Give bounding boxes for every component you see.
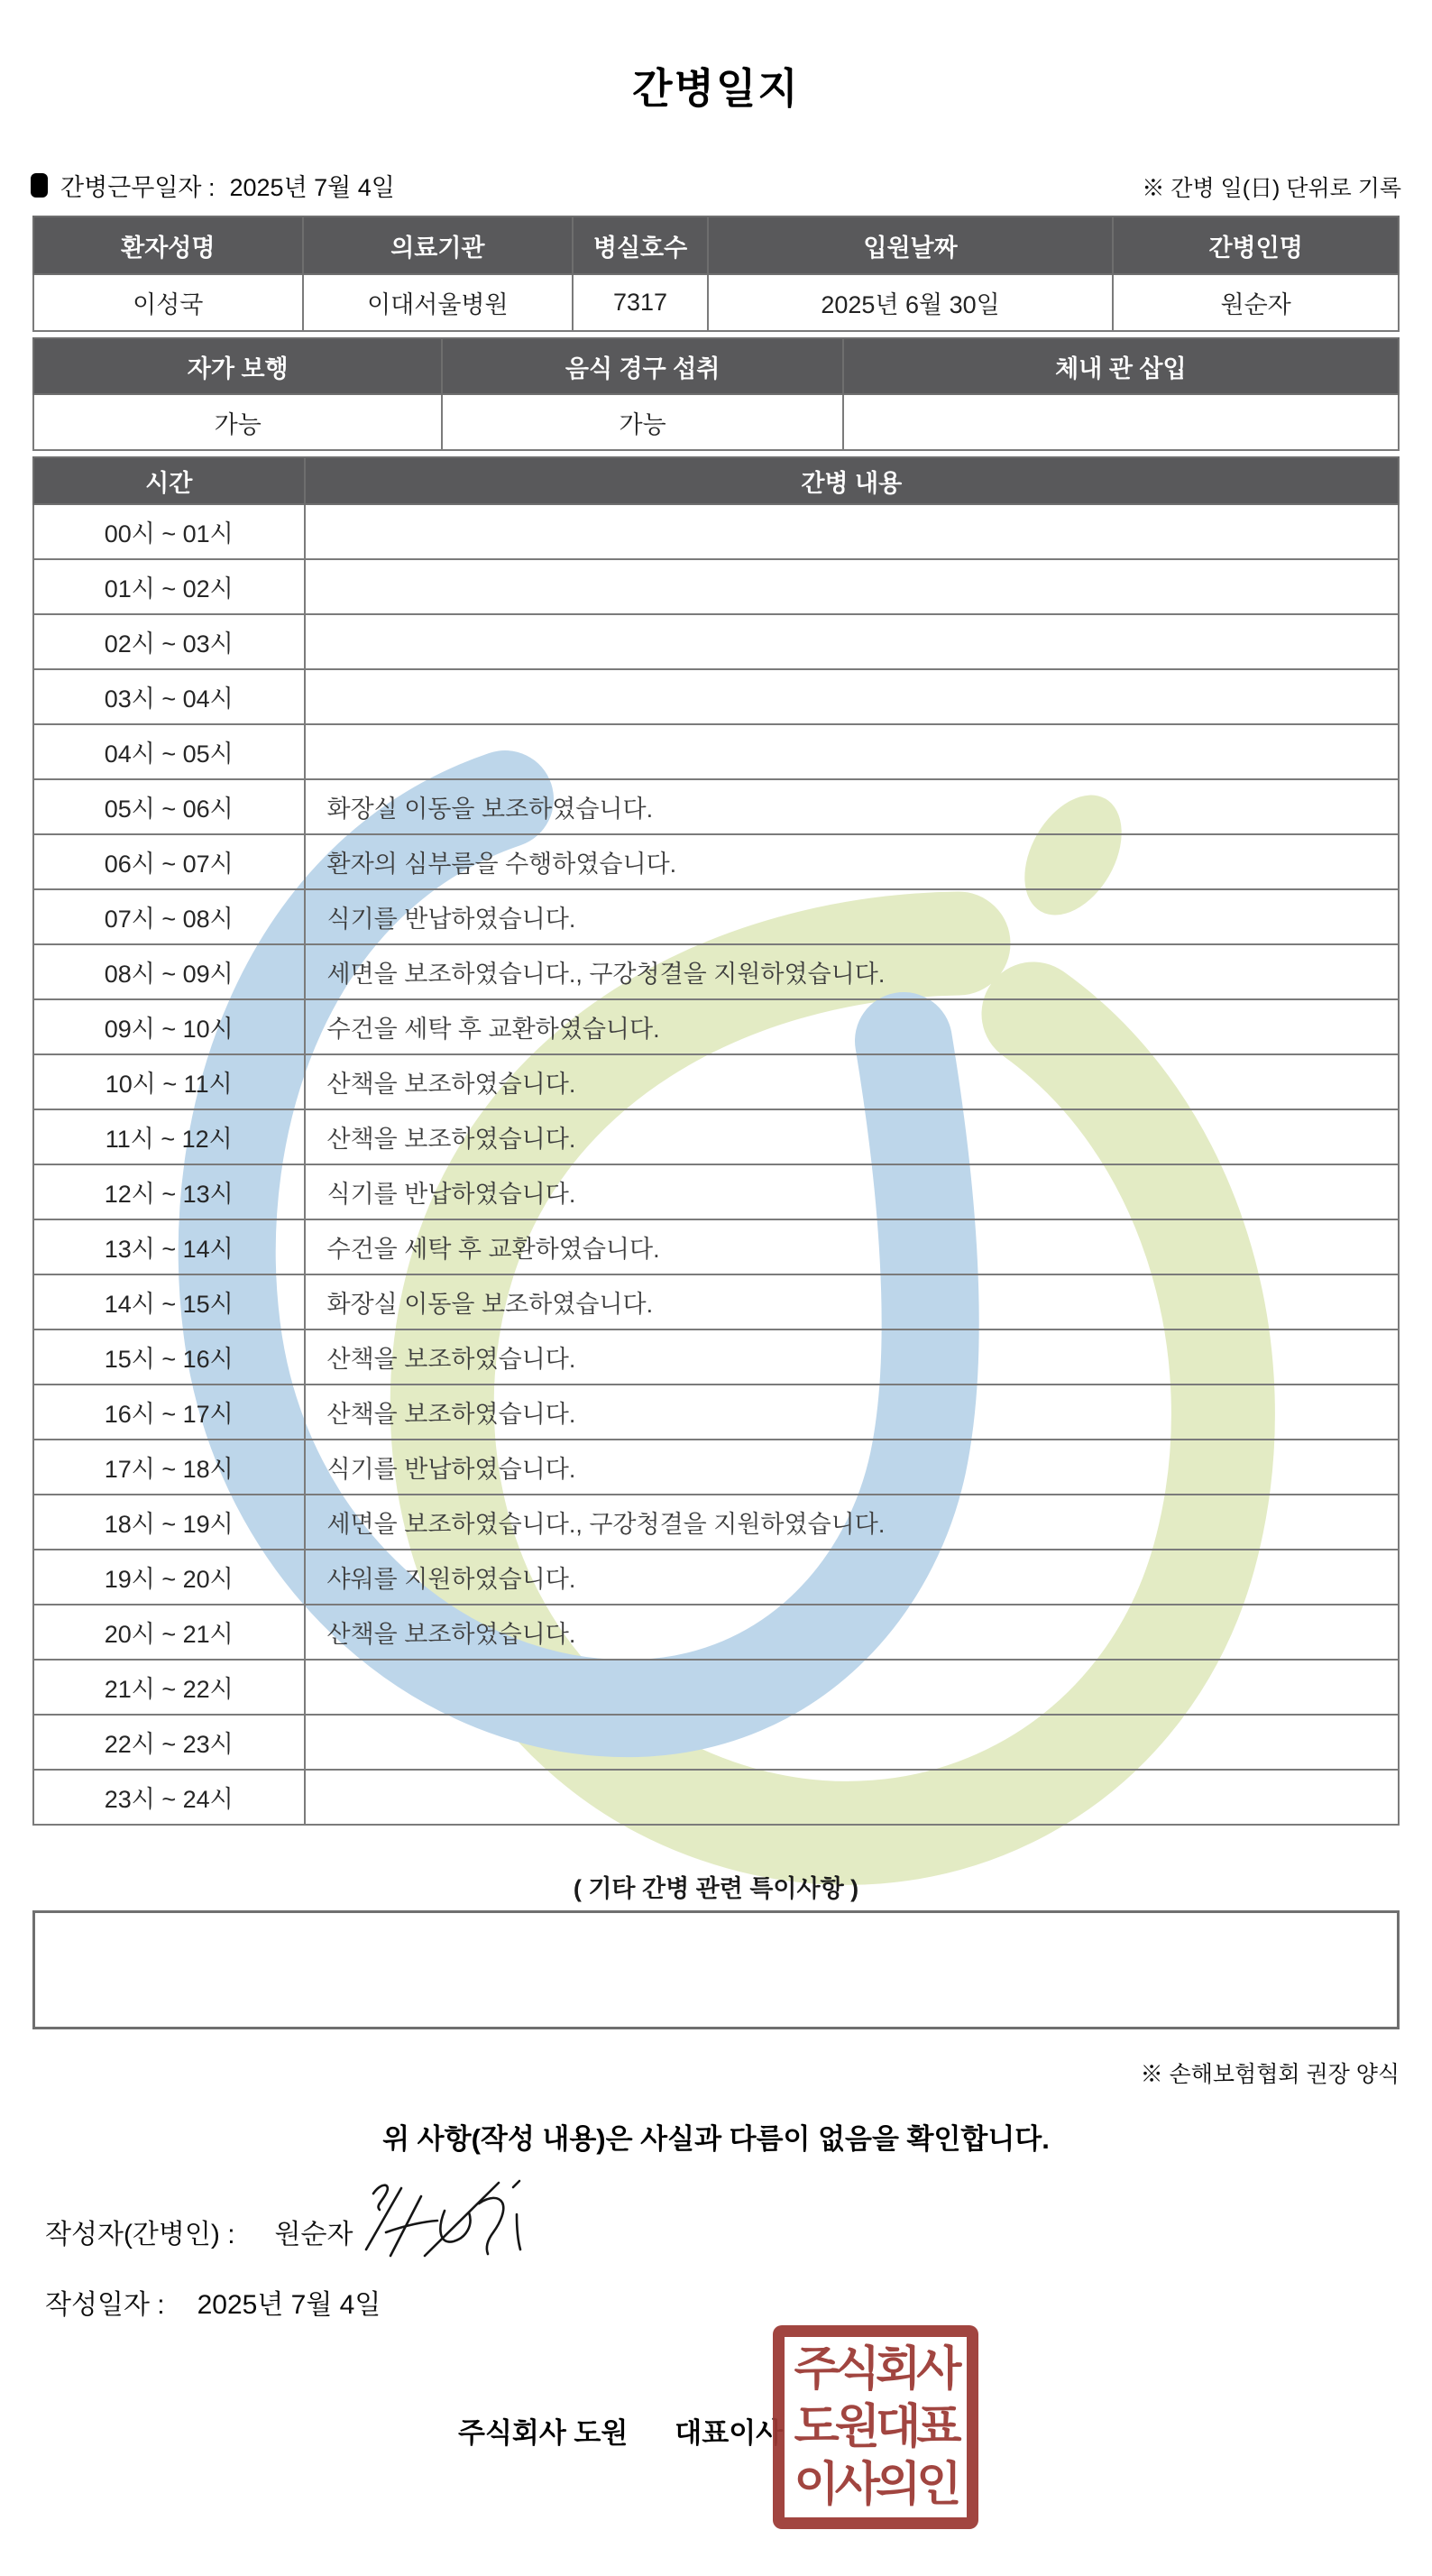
patient-info-header-row bbox=[33, 216, 1399, 274]
log-content-cell: 산책을 보조하였습니다. bbox=[305, 1329, 1399, 1385]
meta-row bbox=[31, 168, 1401, 203]
bullet-square-icon bbox=[31, 173, 48, 198]
log-table-row bbox=[33, 1219, 1399, 1274]
value-medical-institution: 이대서울병원 bbox=[303, 274, 574, 331]
log-time-cell: 15시 ~ 16시 bbox=[33, 1329, 305, 1385]
patient-info-table bbox=[32, 216, 1400, 332]
log-table-row bbox=[33, 1660, 1399, 1715]
log-table-row bbox=[33, 999, 1399, 1054]
value-internal-tube bbox=[843, 394, 1399, 450]
header-room-number: 병실호수 bbox=[573, 216, 708, 274]
log-table-row bbox=[33, 1109, 1399, 1164]
log-time-cell: 07시 ~ 08시 bbox=[33, 889, 305, 944]
log-time-cell: 03시 ~ 04시 bbox=[33, 669, 305, 724]
log-time-cell: 16시 ~ 17시 bbox=[33, 1385, 305, 1440]
log-table-row bbox=[33, 1329, 1399, 1385]
hourly-care-log-table bbox=[32, 456, 1400, 1826]
log-content-cell: 산책을 보조하였습니다. bbox=[305, 1605, 1399, 1660]
caregiver-signature bbox=[353, 2172, 538, 2269]
header-oral-intake: 음식 경구 섭취 bbox=[442, 338, 842, 394]
header-time: 시간 bbox=[33, 457, 305, 504]
write-date-line bbox=[45, 2282, 381, 2322]
log-time-cell: 02시 ~ 03시 bbox=[33, 614, 305, 669]
log-time-cell: 04시 ~ 05시 bbox=[33, 724, 305, 779]
log-time-cell: 06시 ~ 07시 bbox=[33, 834, 305, 889]
log-content-cell: 산책을 보조하였습니다. bbox=[305, 1054, 1399, 1109]
log-content-cell: 화장실 이동을 보조하였습니다. bbox=[305, 779, 1399, 834]
log-table-row bbox=[33, 1770, 1399, 1825]
log-table-row bbox=[33, 1550, 1399, 1605]
log-content-cell bbox=[305, 1715, 1399, 1770]
log-content-cell bbox=[305, 724, 1399, 779]
company-line bbox=[458, 2410, 783, 2451]
status-header-row bbox=[33, 338, 1399, 394]
header-internal-tube: 체내 관 삽입 bbox=[843, 338, 1399, 394]
log-time-cell: 01시 ~ 02시 bbox=[33, 559, 305, 614]
log-time-cell: 21시 ~ 22시 bbox=[33, 1660, 305, 1715]
log-time-cell: 19시 ~ 20시 bbox=[33, 1550, 305, 1605]
form-standard-note: ※ 손해보험협회 권장 양식 bbox=[1140, 2062, 1400, 2087]
header-caregiver-name: 간병인명 bbox=[1113, 216, 1399, 274]
log-table-row bbox=[33, 1385, 1399, 1440]
work-date-line bbox=[31, 168, 395, 203]
log-table-row bbox=[33, 559, 1399, 614]
log-table-row bbox=[33, 889, 1399, 944]
patient-status-table bbox=[32, 337, 1400, 451]
special-notes-title: ( 기타 간병 관련 특이사항 ) bbox=[573, 1875, 859, 1902]
log-content-cell bbox=[305, 614, 1399, 669]
log-header-row bbox=[33, 457, 1399, 504]
log-table-row bbox=[33, 614, 1399, 669]
work-date-value: 2025년 7월 4일 bbox=[229, 174, 395, 201]
log-content-cell bbox=[305, 669, 1399, 724]
log-content-cell: 샤워를 지원하였습니다. bbox=[305, 1550, 1399, 1605]
log-content-cell: 세면을 보조하였습니다., 구강청결을 지원하였습니다. bbox=[305, 944, 1399, 999]
log-content-cell bbox=[305, 504, 1399, 559]
ceo-title: 대표이사 bbox=[675, 2417, 784, 2449]
log-content-cell: 화장실 이동을 보조하였습니다. bbox=[305, 1274, 1399, 1329]
stamp-row-2: 도원대표 bbox=[794, 2401, 958, 2453]
value-admission-date: 2025년 6월 30일 bbox=[708, 274, 1113, 331]
log-time-cell: 13시 ~ 14시 bbox=[33, 1219, 305, 1274]
log-content-cell: 산책을 보조하였습니다. bbox=[305, 1385, 1399, 1440]
special-notes-box bbox=[32, 1910, 1400, 2029]
log-time-cell: 22시 ~ 23시 bbox=[33, 1715, 305, 1770]
page-title: 간병일지 bbox=[632, 65, 800, 112]
log-content-cell: 세면을 보조하였습니다., 구강청결을 지원하였습니다. bbox=[305, 1495, 1399, 1550]
log-content-cell bbox=[305, 559, 1399, 614]
patient-info-value-row bbox=[33, 274, 1399, 331]
write-date-value: 2025년 7월 4일 bbox=[197, 2290, 381, 2320]
stamp-row-1: 주식회사 bbox=[794, 2343, 958, 2396]
log-table-row bbox=[33, 834, 1399, 889]
header-self-walking: 자가 보행 bbox=[33, 338, 442, 394]
header-care-content: 간병 내용 bbox=[305, 457, 1399, 504]
log-table-row bbox=[33, 669, 1399, 724]
log-table-row bbox=[33, 1274, 1399, 1329]
work-date-label: 간병근무일자 : bbox=[60, 174, 216, 201]
corporate-seal-stamp bbox=[773, 2325, 978, 2529]
log-table-row bbox=[33, 1715, 1399, 1770]
log-content-cell: 수건을 세탁 후 교환하였습니다. bbox=[305, 999, 1399, 1054]
log-time-cell: 05시 ~ 06시 bbox=[33, 779, 305, 834]
log-time-cell: 17시 ~ 18시 bbox=[33, 1440, 305, 1495]
confirmation-statement: 위 사항(작성 내용)은 사실과 다름이 없음을 확인합니다. bbox=[382, 2123, 1050, 2155]
write-date-label: 작성일자 : bbox=[45, 2290, 165, 2320]
log-content-cell: 식기를 반납하였습니다. bbox=[305, 889, 1399, 944]
value-oral-intake: 가능 bbox=[442, 394, 842, 450]
header-patient-name: 환자성명 bbox=[33, 216, 303, 274]
unit-note: ※ 간병 일(日) 단위로 기록 bbox=[1142, 176, 1401, 201]
log-table-row bbox=[33, 1054, 1399, 1109]
log-time-cell: 23시 ~ 24시 bbox=[33, 1770, 305, 1825]
writer-label: 작성자(간병인) : bbox=[45, 2220, 235, 2249]
status-value-row bbox=[33, 394, 1399, 450]
log-content-cell: 수건을 세탁 후 교환하였습니다. bbox=[305, 1219, 1399, 1274]
writer-line bbox=[45, 2212, 353, 2251]
log-table-row bbox=[33, 779, 1399, 834]
log-time-cell: 10시 ~ 11시 bbox=[33, 1054, 305, 1109]
log-table-body bbox=[33, 504, 1399, 1825]
log-table-row bbox=[33, 504, 1399, 559]
value-room-number: 7317 bbox=[573, 274, 708, 331]
log-table-row bbox=[33, 724, 1399, 779]
header-medical-institution: 의료기관 bbox=[303, 216, 574, 274]
log-table-row bbox=[33, 1495, 1399, 1550]
log-time-cell: 20시 ~ 21시 bbox=[33, 1605, 305, 1660]
header-admission-date: 입원날짜 bbox=[708, 216, 1113, 274]
log-table-row bbox=[33, 1440, 1399, 1495]
bottom-section bbox=[0, 1869, 1432, 2511]
log-table-row bbox=[33, 1605, 1399, 1660]
log-content-cell bbox=[305, 1660, 1399, 1715]
log-time-cell: 14시 ~ 15시 bbox=[33, 1274, 305, 1329]
log-time-cell: 00시 ~ 01시 bbox=[33, 504, 305, 559]
value-patient-name: 이성국 bbox=[33, 274, 303, 331]
log-time-cell: 11시 ~ 12시 bbox=[33, 1109, 305, 1164]
log-time-cell: 12시 ~ 13시 bbox=[33, 1164, 305, 1219]
log-time-cell: 08시 ~ 09시 bbox=[33, 944, 305, 999]
log-table-row bbox=[33, 1164, 1399, 1219]
log-table-row bbox=[33, 944, 1399, 999]
company-name: 주식회사 도원 bbox=[458, 2417, 629, 2449]
log-content-cell bbox=[305, 1770, 1399, 1825]
log-content-cell: 환자의 심부름을 수행하였습니다. bbox=[305, 834, 1399, 889]
log-content-cell: 식기를 반납하였습니다. bbox=[305, 1440, 1399, 1495]
writer-name: 원순자 bbox=[274, 2220, 353, 2249]
value-self-walking: 가능 bbox=[33, 394, 442, 450]
value-caregiver-name: 원순자 bbox=[1113, 274, 1399, 331]
log-time-cell: 18시 ~ 19시 bbox=[33, 1495, 305, 1550]
stamp-row-3: 이사의인 bbox=[794, 2459, 958, 2511]
log-time-cell: 09시 ~ 10시 bbox=[33, 999, 305, 1054]
log-content-cell: 식기를 반납하였습니다. bbox=[305, 1164, 1399, 1219]
log-content-cell: 산책을 보조하였습니다. bbox=[305, 1109, 1399, 1164]
